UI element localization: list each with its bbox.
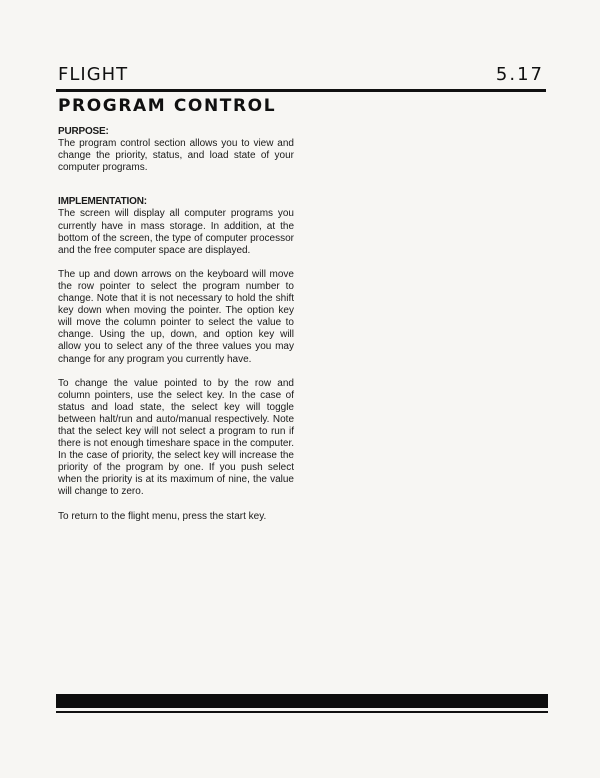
page-title: PROGRAM CONTROL [58,96,277,116]
section-label: FLIGHT [58,64,129,85]
purpose-paragraph: The program control section allows you to view and change the priority, status, and load state of your computer programs. [58,138,294,174]
spacer [58,257,294,269]
spacer [58,174,294,196]
implementation-paragraph-4: To return to the flight menu, press the start key. [58,510,267,522]
page-number: 5.17 [495,64,544,85]
spacer [58,366,294,378]
footer-bar [56,694,548,708]
implementation-paragraph-3: To change the value pointed to by the row and column pointers, use the select key. In the case of status and load state, the select key will toggle between halt/run and auto/manual respectively. Note that the select key will not select a program to run if there is not enough timeshare space in the computer. In the case of priority, the select key will increase the priority of the program by one. If you push select when the priority is at its maximum of nine, the value will change to zero. [58,377,294,498]
implementation-paragraph-2: The up and down arrows on the keyboard will move the row pointer to select the program number to change. Note that it is not necessary to hold the shift key down when moving the pointer. The option key will move the column pointer to select the value to change. Using the up, down, and option key will allow you to select any of the three values you may change for any program you currently have. [58,268,294,365]
body-text [58,126,294,523]
implementation-paragraph-1: The screen will display all computer programs you currently have in mass storage. In addition, at the bottom of the screen, the type of computer processor and the free computer space are displayed. [58,208,294,256]
purpose-heading: PURPOSE: [58,126,109,137]
spacer [58,499,294,511]
footer-rule [56,711,548,713]
header-rule [56,89,546,92]
implementation-heading: IMPLEMENTATION: [58,196,147,208]
